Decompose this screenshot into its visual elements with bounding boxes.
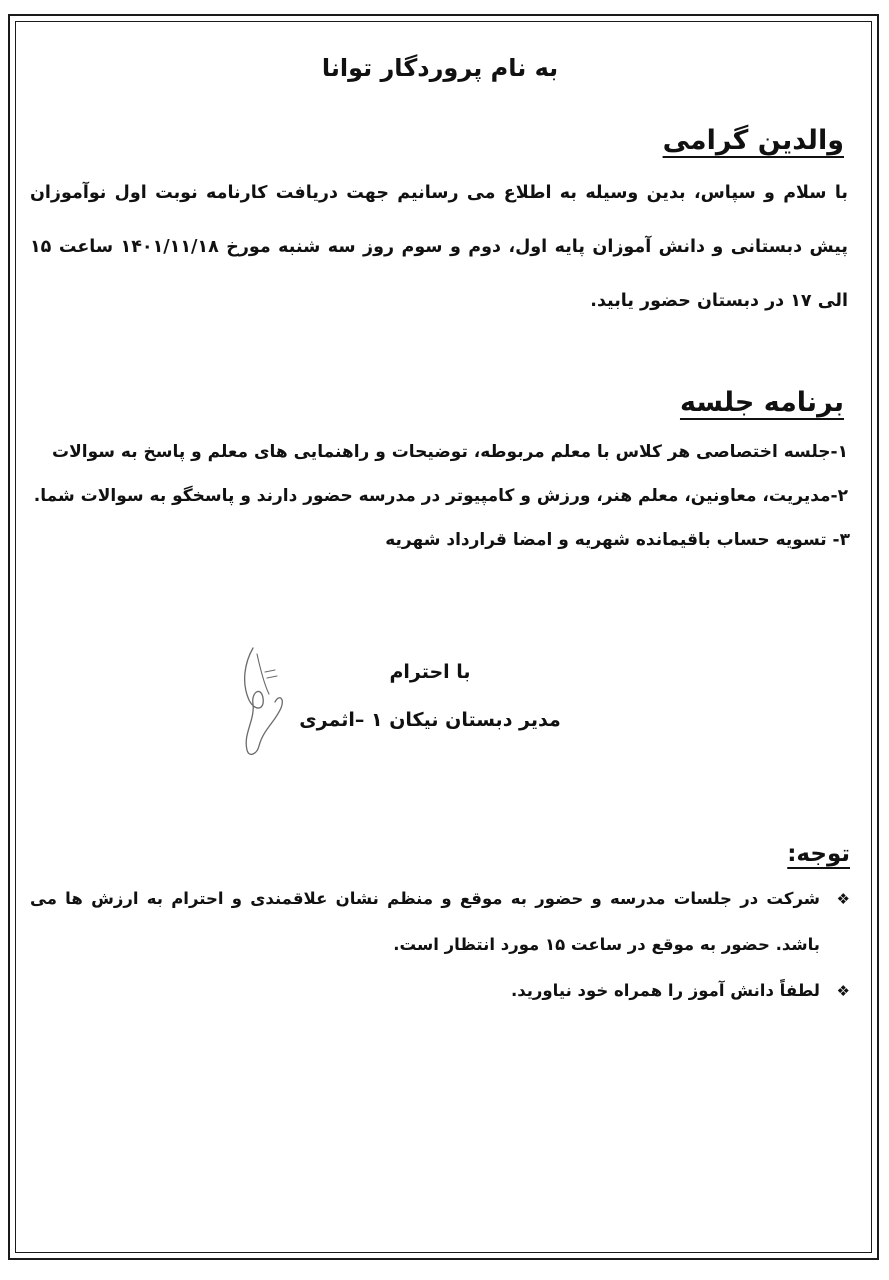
- diamond-bullet-icon: ❖: [836, 982, 850, 1000]
- agenda-list: [30, 430, 850, 562]
- note-text: لطفاً دانش آموز را همراه خود نیاورید.: [510, 981, 820, 1000]
- closing-block: [30, 652, 850, 772]
- agenda-heading: برنامه جلسه: [679, 387, 844, 418]
- signature-icon: [235, 642, 295, 762]
- note-text: شرکت در جلسات مدرسه و حضور به موقع و منظم نشان علاقمندی و احترام به ارزش ها می باشد. حضور به موقع در ساعت ۱۵ مورد انتظار است.: [30, 889, 820, 954]
- closing-text: [250, 652, 610, 740]
- agenda-item: ۳- تسویه حساب باقیمانده شهریه و امضا قرارداد شهریه: [385, 530, 850, 550]
- notes-list: [30, 876, 850, 1014]
- note-item: [30, 968, 850, 1014]
- note-item: [30, 876, 850, 968]
- letter-title: به نام پروردگار توانا: [321, 54, 559, 82]
- closing-regards: با احترام: [389, 661, 471, 683]
- letter-content: [30, 40, 850, 1014]
- principal-name: مدیر دبستان نیکان ۱ –اثمری: [299, 709, 561, 731]
- agenda-item: ۱-جلسه اختصاصی هر کلاس با معلم مربوطه، توضیحات و راهنمایی های معلم و پاسخ به سوالات: [52, 442, 848, 462]
- diamond-bullet-icon: ❖: [836, 890, 850, 908]
- letter-body: با سلام و سپاس، بدین وسیله به اطلاع می رسانیم جهت دریافت کارنامه نوبت اول نوآموزان پیش دبستانی و دانش آموزان پایه اول، دوم و سوم روز سه شنبه مورخ ۱۴۰۱/۱۱/۱۸ ساعت ۱۵ الی ۱۷ در دبستان حضور یابید.: [30, 183, 848, 311]
- notes-heading: توجه:: [787, 841, 850, 867]
- salutation-heading: والدین گرامی: [662, 125, 844, 156]
- agenda-item: ۲-مدیریت، معاونین، معلم هنر، ورزش و کامپیوتر در مدرسه حضور دارند و پاسخگو به سوالات شما.: [33, 486, 848, 506]
